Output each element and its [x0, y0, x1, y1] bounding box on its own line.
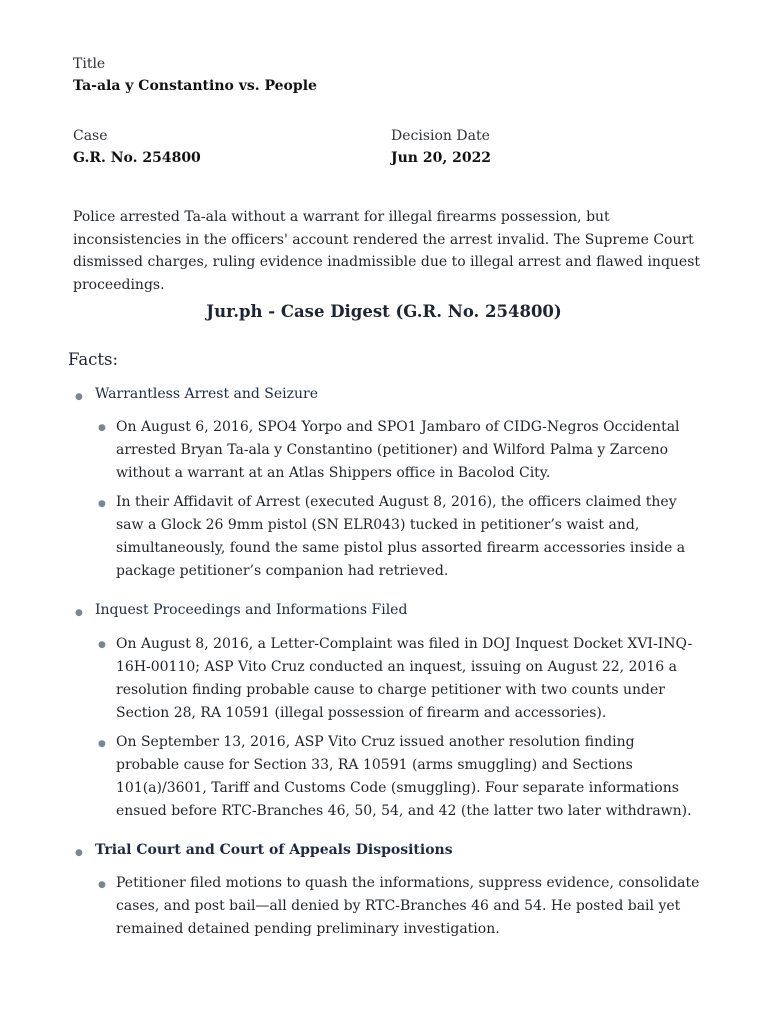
title-label: Title: [73, 56, 106, 72]
item-bullet: ●: [98, 640, 106, 650]
item-bullet: ●: [98, 880, 106, 890]
section-bullet: ●: [75, 848, 83, 858]
item-bullet: ●: [98, 739, 106, 749]
item-bullet: ●: [98, 499, 106, 509]
case-summary: Police arrested Ta-ala without a warrant for illegal firearms possession, but inconsistencies in the officers' account rendered the arrest invalid. The Supreme Court dismissed charges, ruling evidence inadmissible due to illegal arrest and flawed inquest proceedings.: [73, 209, 701, 293]
fact-item: In their Affidavit of Arrest (executed August 8, 2016), the officers claimed they saw a Glock 26 9mm pistol (SN ELR043) tucked in petitioner’s waist and, simultaneously, found the same pistol plus assorted firearm accessories inside a package petitioner’s companion had retrieved.: [116, 494, 686, 579]
facts-heading: Facts:: [68, 350, 119, 369]
case-number: G.R. No. 254800: [73, 150, 201, 166]
fact-item: On August 8, 2016, a Letter-Complaint was filed in DOJ Inquest Docket XVI-INQ-16H-00110; ASP Vito Cruz conducted an inquest, issuing on August 22, 2016 a resolution finding probable cause to charge petitioner with two counts under Section 28, RA 10591 (illegal possession of firearm and accessories).: [116, 636, 693, 721]
section-title-inquest-proceedings: Inquest Proceedings and Informations Filed: [95, 602, 408, 618]
section-bullet: ●: [75, 392, 83, 402]
fact-item: Petitioner filed motions to quash the informations, suppress evidence, consolidate cases, and post bail—all denied by RTC-Branches 46 and 54. He posted bail yet remained detained pending preliminary investigation.: [116, 875, 700, 937]
section-bullet: ●: [75, 608, 83, 618]
fact-item: On August 6, 2016, SPO4 Yorpo and SPO1 Jambaro of CIDG-Negros Occidental arrested Bryan Ta-ala y Constantino (petitioner) and Wilford Palma y Zarceno without a warrant at an Atlas Shippers office in Bacolod City.: [116, 419, 680, 481]
item-bullet: ●: [98, 423, 106, 433]
case-label: Case: [73, 128, 108, 144]
decision-date: Jun 20, 2022: [391, 150, 492, 166]
fact-item: On September 13, 2016, ASP Vito Cruz issued another resolution finding probable cause for Section 33, RA 10591 (arms smuggling) and Sections 101(a)/3601, Tariff and Customs Code (smuggling). Four separate informations ensued before RTC-Branches 46, 50, 54, and 42 (the latter two later withdrawn).: [116, 734, 692, 819]
section-title-warrantless-arrest: Warrantless Arrest and Seizure: [95, 386, 319, 402]
section-title-trial-court: Trial Court and Court of Appeals Dispositions: [95, 842, 453, 858]
digest-title: Jur.ph - Case Digest (G.R. No. 254800): [206, 302, 562, 321]
decision-date-label: Decision Date: [391, 128, 490, 144]
case-title: Ta-ala y Constantino vs. People: [73, 78, 317, 94]
